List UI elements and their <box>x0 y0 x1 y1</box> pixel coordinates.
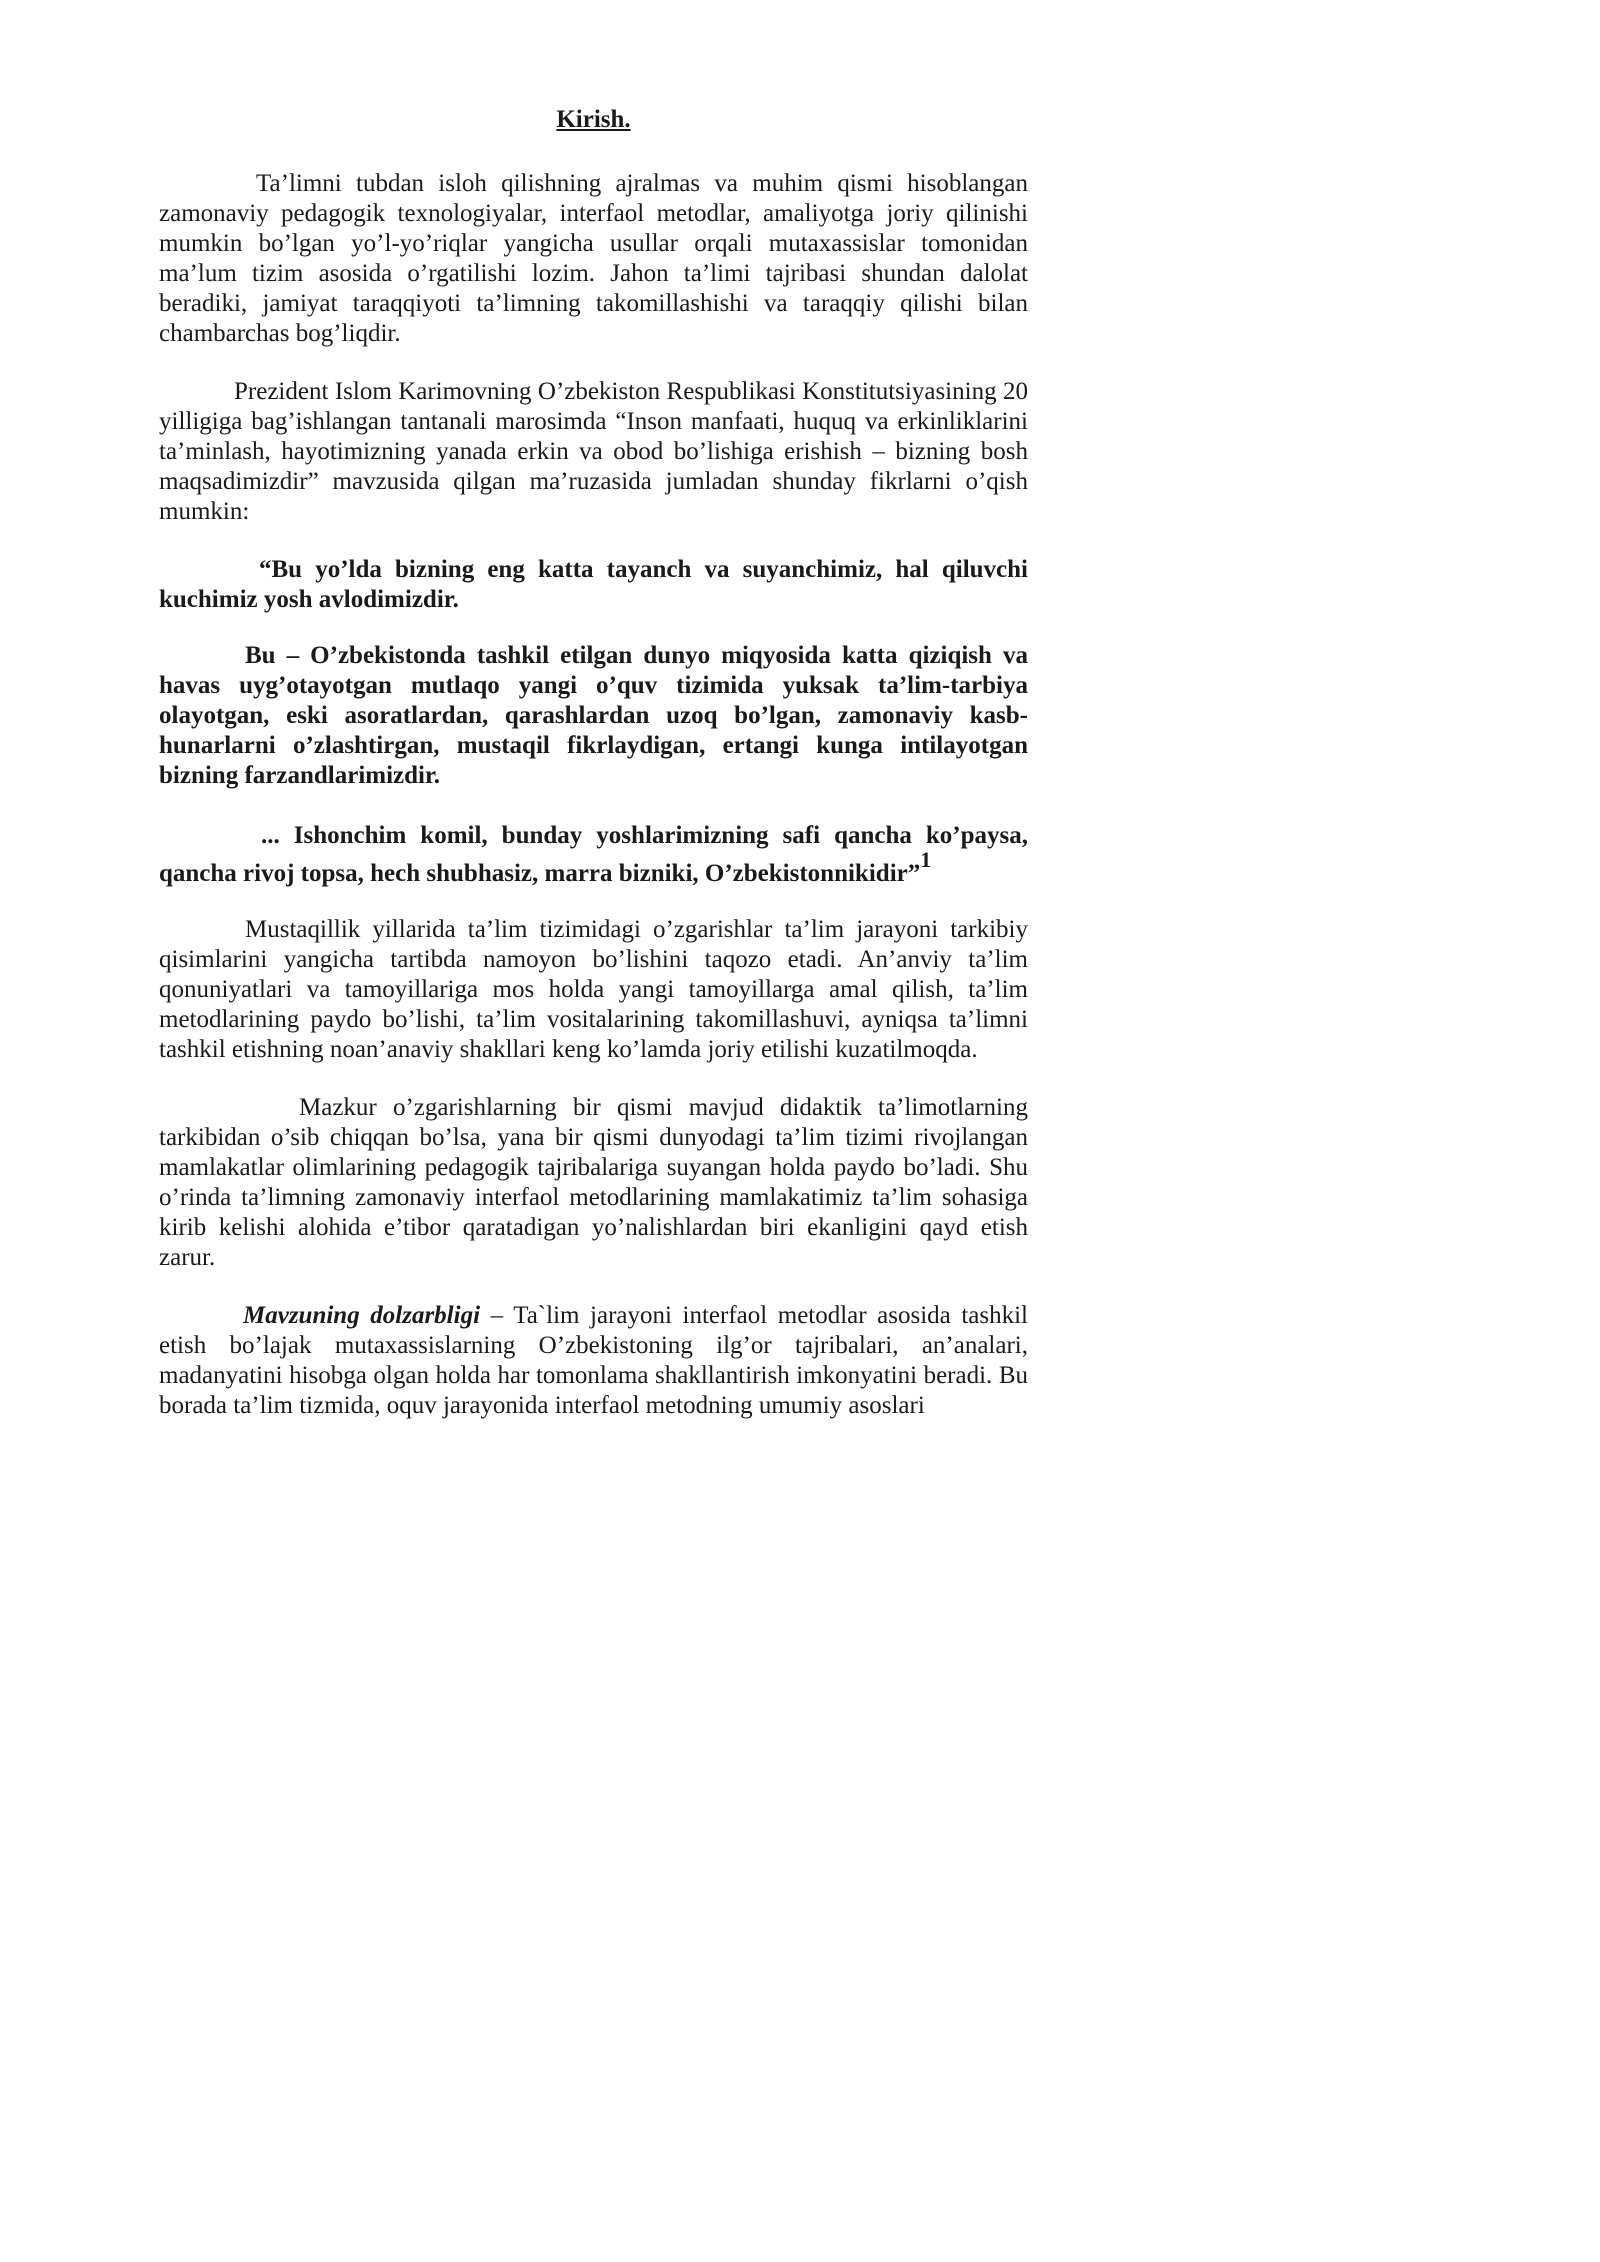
footnote-marker[interactable]: 1 <box>920 847 932 872</box>
relevance-term: Mavzuning dolzarbligi <box>243 1302 481 1329</box>
section-heading: Kirish. <box>556 106 631 133</box>
paragraph-independence-years: Mustaqillik yillarida ta’lim tizimidagi o’zgarishlar ta’lim jarayoni tarkibiy qisimlarini yangicha tartibda namoyon bo’lishini taqozo etadi. An’anviy ta’lim qonuniyatlari va tamoyillariga mos holda yangi tamoyillarga amal qilish, ta’lim metodlarining paydo bo’lishi, ta’lim vositalarining takomillashuvi, ayniqsa ta’limni tashkil etishning noan’anaviy shakllari keng ko’lamda joriy etilishi kuzatilmoqda. <box>159 916 1028 1063</box>
paragraph-relevance <box>159 1301 1028 1421</box>
quote-confidence-text: ... Ishonchim komil, bunday yoshlarimizning safi qancha ko’paysa, qancha rivoj topsa, hech shubhasiz, marra bizniki, O’zbekistonnikidir” <box>159 822 1028 887</box>
paragraph-changes: Mazkur o’zgarishlarning bir qismi mavjud didaktik ta’limotlarning tarkibidan o’sib chiqqan bo’lsa, yana bir qismi dunyodagi ta’lim tizimi rivojlangan mamlakatlar olimlarining pedagogik tajribalariga suyangan holda paydo bo’ladi. Shu o’rinda ta’limning zamonaviy interfaol metodlarining mamlakatimiz ta’lim sohasiga kirib kelishi alohida e’tibor qaratadigan yo’nalishlardan biri ekanligini qayd etish zarur. <box>159 1094 1028 1271</box>
relevance-text: – Ta`lim jarayoni interfaol metodlar asosida tashkil etish bo’lajak mutaxassislarning O’zbekistoning ilg’or tajribalari, an’analari, madanyatini hisobga olgan holda har tomonlama shakllantirish imkonyatini beradi. Bu borada ta’lim tizmida, oquv jarayonida interfaol metodning umumiy asoslari <box>159 1302 1028 1419</box>
paragraph-president-speech: Prezident Islom Karimovning O’zbekiston Respublikasi Konstitutsiyasining 20 yilligiga bag’ishlangan tantanali marosimda “Inson manfaati, huquq va erkinliklarini ta’minlash, hayotimizning yanada erkin va obod bo’lishiga erishish – bizning bosh maqsadimizdir” mavzusida qilgan ma’ruzasida jumladan shunday fikrlarni o’qish mumkin: <box>159 378 1028 525</box>
paragraph-intro: Ta’limni tubdan isloh qilishning ajralmas va muhim qismi hisoblangan zamonaviy pedagogik texnologiyalar, interfaol metodlar, amaliyotga joriy qilinishi mumkin bo’lgan yo’l-yo’riqlar yangicha usullar orqali mutaxassislar tomonidan ma’lum tizim asosida o’rgatilishi lozim. Jahon ta’limi tajribasi shundan dalolat beradiki, jamiyat taraqqiyoti ta’limning takomillashishi va taraqqiy qilishi bilan chambarchas bog’liqdir. <box>159 170 1028 347</box>
quote-young-generation: “Bu yo’lda bizning eng katta tayanch va suyanchimiz, hal qiluvchi kuchimiz yosh avlodimizdir. <box>159 556 1028 613</box>
document-page <box>159 103 1028 1421</box>
quote-our-children: Bu – O’zbekistonda tashkil etilgan dunyo miqyosida katta qiziqish va havas uyg’otayotgan mutlaqo yangi o’quv tizimida yuksak ta’lim-tarbiya olayotgan, eski asoratlardan, qarashlardan uzoq bo’lgan, zamonaviy kasb-hunarlarni o’zlashtirgan, mustaqil fikrlaydigan, ertangi kunga intilayotgan bizning farzandlarimizdir. <box>159 642 1028 789</box>
quote-confidence <box>159 817 1028 893</box>
